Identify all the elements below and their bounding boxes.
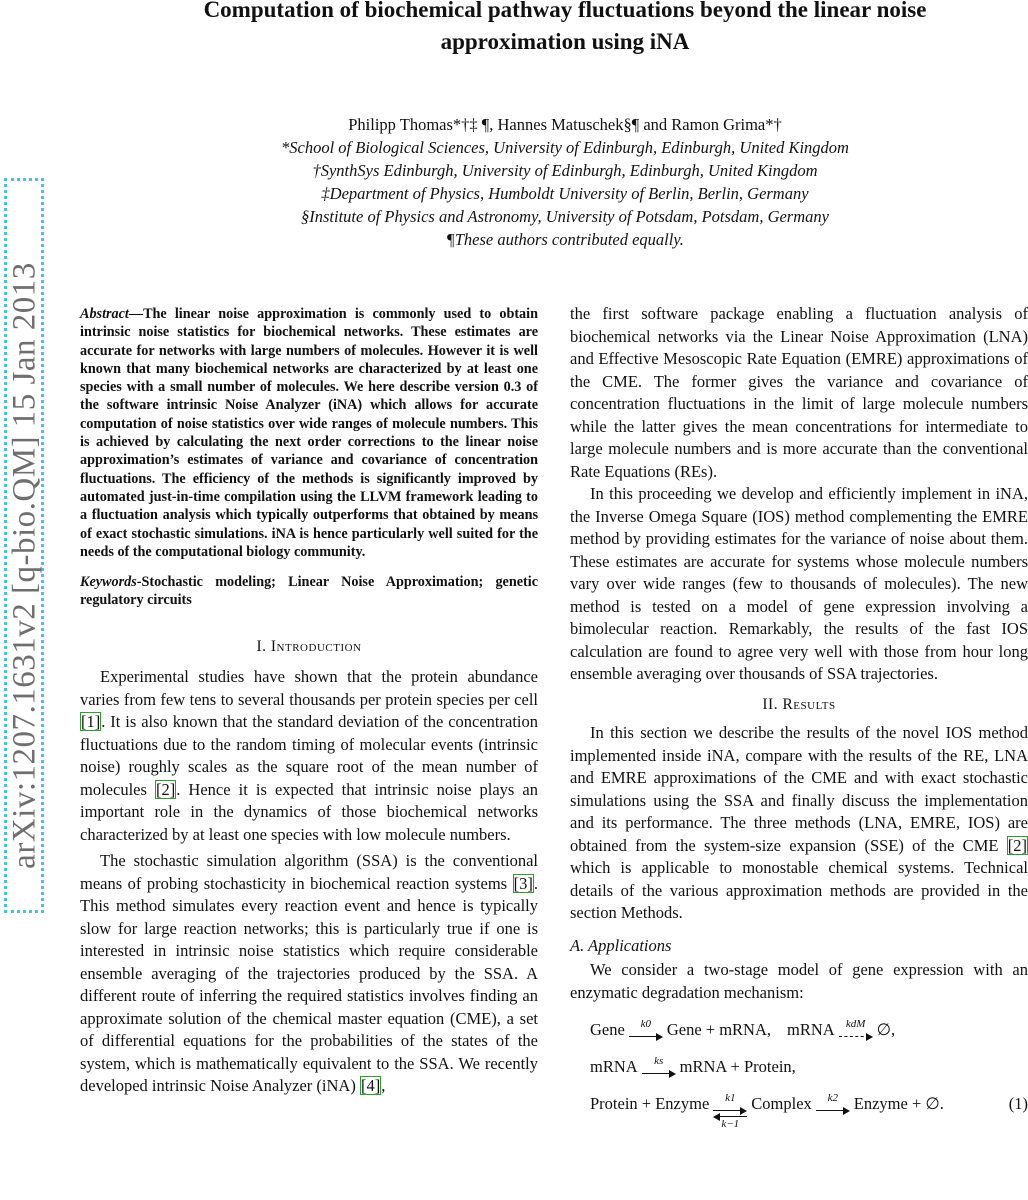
title-line-1: Computation of biochemical pathway fluctuations beyond the linear noise [203,0,927,22]
eq-arrow-reversible [713,1092,747,1130]
eq-gene-mrna: Gene + mRNA, [666,1020,771,1039]
eq-rate-k0: k0 [640,1018,652,1030]
paper-title [100,0,1028,58]
author-names: Philipp Thomas*†‡ ¶, Hannes Matuschek§¶ and Ramon Grima*† [348,115,782,134]
title-line-2: approximation using iNA [440,29,690,54]
results-p-part-b: which is applicable to monostable chemical systems. Technical details of the various approximation methods are provided in the section Methods. [570,858,1028,922]
affiliation-5: ¶These authors contributed equally. [446,230,684,249]
keywords [80,573,538,610]
eq-mrna-decay-lhs: mRNA [787,1020,835,1039]
citation-2[interactable]: [2] [155,779,176,799]
intro-heading: I. Introduction [256,637,362,655]
citation-1[interactable]: [1] [81,712,101,732]
right-paragraph-2: In this proceeding we develop and efficiently implement in iNA, the Inverse Omega Square (IOS) method complementing the EMRE method by providing estimates for the variance of noise about them. These estimates are accurate for systems whose molecule numbers vary over wide ranges (few to thousands of molecules). The new method is tested on a model of gene expression involving a bimolecular reaction. Remarkably, the results of the fast IOS calculation are found to agree very well with those from hour long ensemble averaging over thousands of SSA trajectories. [570,484,1028,683]
eq-rate-ks: ks [654,1055,664,1067]
affiliation-2: †SynthSys Edinburgh, University of Edinburgh, Edinburgh, United Kingdom [312,161,818,180]
results-p-part-a: In this section we describe the results of the novel IOS method implemented inside iNA, compare with the results of the RE, LNA and EMRE approximations of the CME and with exact stochastic simulations using the SSA and finally discuss the implementation and its performance. The three methods (LNA, EMRE, IOS) are obtained from the system-size expansion (SSE) of the CME [570,723,1028,855]
applications-heading: A. Applications [570,935,672,955]
affiliation-4: §Institute of Physics and Astronomy, University of Potsdam, Potsdam, Germany [301,207,829,226]
citation-3[interactable]: [3] [513,873,533,893]
eq-mrna-decay-rhs: ∅, [876,1020,896,1039]
intro-p2-part-c: , [381,1076,386,1096]
eq-rate-kminus1: k−1 [721,1118,740,1130]
eq-arrow-ks [642,1055,676,1078]
affiliation-1: *School of Biological Sciences, University of Edinburgh, Edinburgh, United Kingdom [281,138,849,157]
eq-enzyme-empty: Enzyme + ∅. [853,1094,944,1113]
intro-p1-part-a: Experimental studies have shown that the protein abundance varies from few tens to several thousands per protein species per cell [80,667,538,709]
applications-paragraph: We consider a two-stage model of gene expression with an enzymatic degradation mechanism: [570,960,1028,1002]
equation-row-1 [570,1004,1028,1041]
intro-p1-part-b: . It is also known that the standard deviation of the concentration fluctuations due to the random timing of molecular events (intrinsic noise) roughly scales as the square root of the mean number of molecules [80,712,538,799]
intro-paragraph-2 [80,850,538,1098]
eq-complex: Complex [751,1094,812,1113]
eq-arrow-kdm [839,1018,873,1041]
citation-5[interactable]: [2] [1007,835,1027,855]
abstract-text: —The linear noise approximation is commonly used to obtain intrinsic noise statistics for biochemical networks. These estimates are accurate for networks with large numbers of molecules. However it is well known that many biochemical networks are characterized by at least one species with a small number of molecules. We here describe version 0.3 of the software intrinsic Noise Analyzer (iNA) which allows for accurate computation of noise statistics over wide ranges of molecule numbers. This is achieved by calculating the next order corrections to the linear noise approximation’s estimates of variance and covariance of concentration fluctuations. The efficiency of the methods is significantly improved by automated just-in-time compilation using the LLVM framework leading to a fluctuation analysis which typically outperforms that obtained by means of exact stochastic simulations. iNA is hence particularly well suited for the needs of the computational biology community. [80,306,538,560]
intro-p2-part-a: The stochastic simulation algorithm (SSA) is the conventional means of probing stochasticity in biochemical reaction systems [80,851,538,893]
keywords-lead: Keywords [80,574,137,591]
results-heading: II. Results [762,695,836,713]
citation-4[interactable]: [4] [360,1076,381,1096]
arxiv-stamp-box[interactable] [4,178,44,913]
intro-paragraph-1 [80,666,538,846]
eq-rate-k2: k2 [827,1092,838,1104]
eq-mrna-protein: mRNA + Protein, [679,1057,796,1076]
affiliation-3: ‡Department of Physics, Humboldt University of Berlin, Berlin, Germany [321,184,809,203]
author-block [100,113,1028,251]
keywords-text: -Stochastic modeling; Linear Noise Approximation; genetic regulatory circuits [80,574,538,609]
eq-gene: Gene [590,1020,625,1039]
eq-arrow-k0 [629,1018,663,1041]
intro-p1-part-c: . Hence it is expected that intrinsic noise plays an important role in the dynamics of those biochemical networks characterized by at least one species with low molecule numbers. [80,779,538,844]
equation-number: (1) [1008,1094,1028,1113]
arxiv-stamp-text: arXiv:1207.1631v2 [q-bio.QM] 15 Jan 2013 [6,262,43,869]
equation-row-3 [570,1078,1028,1130]
abstract [80,305,538,561]
right-paragraph-1: the first software package enabling a fluctuation analysis of biochemical networks via the Linear Noise Approximation (LNA) and Effective Mesoscopic Rate Equation (EMRE) approximations of the CME. The former gives the variance and covariance of concentration fluctuations in the limit of large molecule numbers while the latter gives the mean concentrations for intermediate to large molecule numbers and is more accurate than the conventional Rate Equations (REs). [570,304,1028,481]
eq-mrna: mRNA [590,1057,638,1076]
eq-rate-k1: k1 [725,1092,736,1104]
right-column [570,303,1028,1130]
eq-rate-kdm: kdM [845,1018,866,1030]
abstract-lead: Abstract [80,306,129,322]
equation-1 [570,1004,1028,1130]
equation-row-2 [570,1041,1028,1078]
intro-p2-part-b: . This method simulates every reaction event and hence is typically slow for large reaction networks; this is particularly true if one is interested in intrinsic noise statistics which require considerable ensemble averaging of the trajectories produced by the SSA. A different route of inferring the required statistics involves finding an approximate solution of the chemical master equation (CME), a set of differential equations for the probabilities of the states of the system, which is mathematically equivalent to the SSA. We recently developed intrinsic Noise Analyzer (iNA) [80,873,538,1096]
eq-arrow-k2 [816,1092,850,1115]
results-paragraph [570,722,1028,925]
left-column [80,305,538,1098]
eq-protein-enzyme: Protein + Enzyme [590,1094,710,1113]
